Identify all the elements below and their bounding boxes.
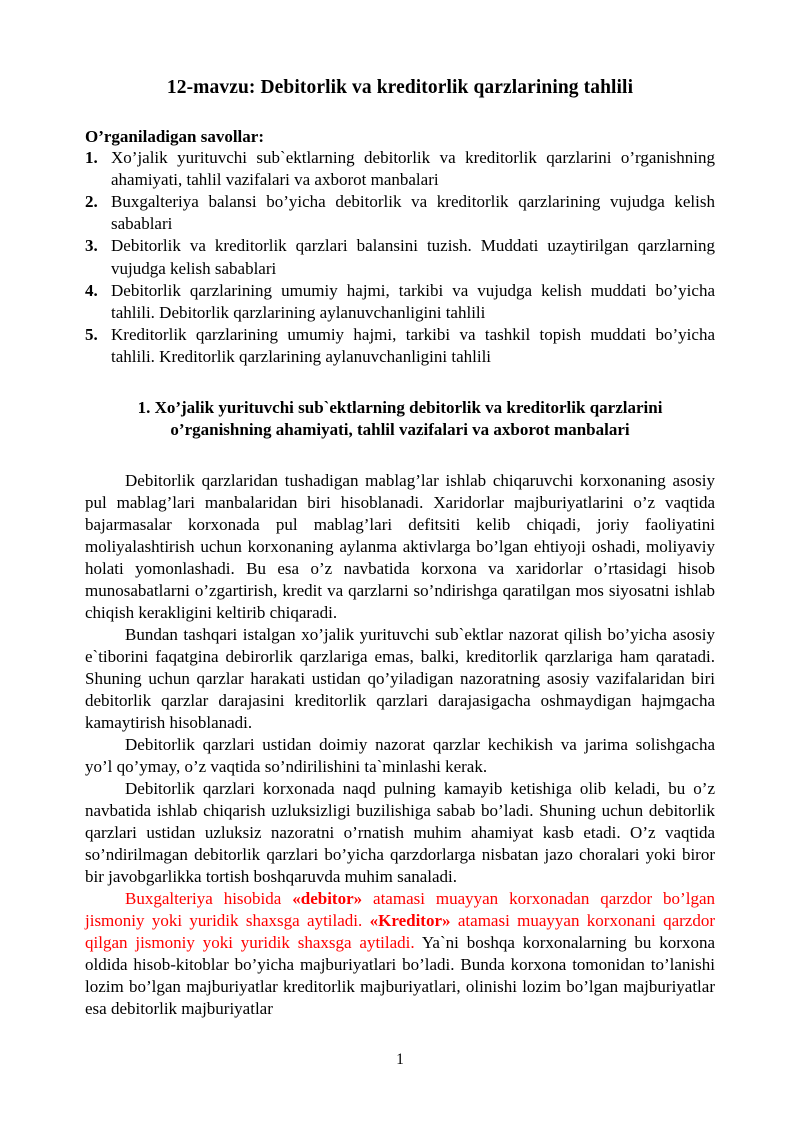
- term-debitor: «debitor»: [292, 889, 363, 909]
- definition-text-lead: Buxgalteriya hisobida: [125, 889, 293, 909]
- list-item-number: 5.: [85, 324, 98, 344]
- list-item: [85, 235, 715, 279]
- page-title: 12-mavzu: Debitorlik va kreditorlik qarzlarining tahlili: [166, 77, 634, 98]
- list-item: [85, 191, 715, 235]
- definition-text-tail: atamasi muayyan korxonani qarzdor qilgan jismoniy yoki yuridik shaxsga aytiladi.: [85, 911, 715, 953]
- list-item-label: Debitorlik va kreditorlik qarzlari balansini tuzish. Muddati uzaytirilgan qarzlarning vujudga kelish sabablari: [111, 236, 715, 278]
- list-item-label: Kreditorlik qarzlarining umumiy hajmi, tarkibi va tashkil topish muddati bo’yicha tahlili. Kreditorlik qarzlarining aylanuvchanligini tahlili: [111, 324, 715, 366]
- list-item: [85, 147, 715, 191]
- body-paragraph: Debitorlik qarzlari ustidan doimiy nazorat qarzlar kechikish va jarima solishgacha yo’l qo’ymay, o’z vaqtida so’ndirilishini ta`minlashi kerak.: [85, 735, 715, 777]
- list-item: [85, 280, 715, 324]
- list-item-number: 4.: [85, 280, 98, 300]
- body-paragraph: Debitorlik qarzlaridan tushadigan mablag’lar ishlab chiqaruvchi korxonaning asosiy pul mablag’lari manbalaridan biri hisoblanadi. Xaridorlar majburiyatlarini o’z vaqtida bajarmasalar korxonada pul mablag’lari defitsiti kelib chiqadi, joriy faoliyatini moliyalashtirish uchun korxonaning aylanma aktivlarga bo’lgan ehtiyoji oshadi, moliyaviy holati yomonlashadi. Bu esa o’z navbatida korxona va xaridorlar o’rtasidagi hisob munosabatlarni o’zgartirish, kredit va qarzlarni so’ndirishga qaratilgan mos siyosatni ishlab chiqish kerakligini keltirib chiqaradi.: [85, 471, 715, 623]
- list-item-number: 3.: [85, 236, 98, 256]
- page-number: 1: [396, 1051, 404, 1068]
- term-kreditor: «Kreditor»: [369, 911, 451, 931]
- highlighted-definition-paragraph: [85, 888, 715, 1020]
- body-paragraph: Debitorlik qarzlari korxonada naqd pulning kamayib ketishiga olib keladi, bu o’z navbatida ishlab chiqarish uzluksizligi buzilishiga sabab bo’ladi. Shuning uchun debitorlik qarzlari ustidan uzluksiz nazoratni o’rnatish muhim ahamiyat kasb etadi. O’z vaqtida so’ndirilmagan debitorlik qarzlari bo’yicha qarzdorlarga nisbatan jazo choralari yoki biror bir javobgarlikka tortish boshqaruvda muhim sanaladi.: [85, 779, 715, 887]
- body-paragraph: Bundan tashqari istalgan xo’jalik yurituvchi sub`ektlar nazorat qilish bo’yicha asosiy e`tiborini faqatgina debirorlik qarzlariga emas, balki, kreditorlik qarzlariga ham qaratadi. Shuning uchun qarzlar harakati ustidan qo’yiladigan nazoratning asosiy vazifalaridan biri debitorlik qarzlar darajasini kreditorlik qarzlari darajasigacha oshmaydigan hajmgacha kamaytirish hisoblanadi.: [85, 625, 715, 733]
- definition-text-middle: atamasi muayyan korxonadan qarzdor bo’lgan jismoniy yoki yuridik shaxsga aytiladi.: [85, 889, 715, 931]
- study-questions-list: [85, 147, 715, 368]
- list-item: [85, 324, 715, 368]
- section-heading: 1. Xo’jalik yurituvchi sub`ektlarning debitorlik va kreditorlik qarzlarini o’rganishning ahamiyati, tahlil vazifalari va axborot manbalari: [137, 397, 663, 440]
- list-item-label: Xo’jalik yurituvchi sub`ektlarning debitorlik va kreditorlik qarzlarini o’rganishning ahamiyati, tahlil vazifalari va axborot manbalari: [111, 148, 715, 190]
- list-item-label: Debitorlik qarzlarining umumiy hajmi, tarkibi va vujudga kelish muddati bo’yicha tahlili. Debitorlik qarzlarining aylanuvchanligini tahlili: [111, 280, 715, 322]
- questions-heading: O’rganiladigan savollar:: [85, 127, 264, 146]
- list-item-number: 1.: [85, 148, 98, 168]
- list-item-number: 2.: [85, 192, 98, 212]
- definition-continuation-text: Ya`ni boshqa korxonalarning bu korxona oldida hisob-kitoblar bo’yicha majburiyatlari bo’ladi. Bunda korxona tomonidan to’lanishi lozim bo’lgan majburiyatlar kreditorlik majburiyatlari, olinishi lozim bo’lgan majburiyatlar esa debitorlik majburiyatlar: [85, 933, 715, 1019]
- list-item-label: Buxgalteriya balansi bo’yicha debitorlik va kreditorlik qarzlarining vujudga kelish sabablari: [111, 192, 715, 234]
- page-content: [85, 0, 715, 1020]
